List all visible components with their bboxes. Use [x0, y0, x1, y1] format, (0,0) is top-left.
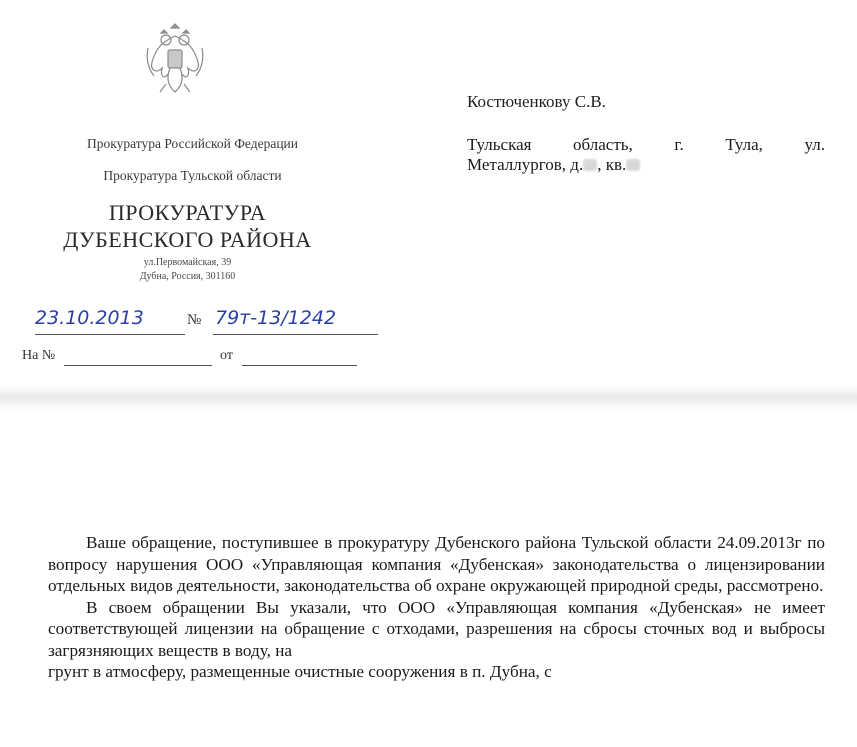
reply-from-label: от: [220, 348, 233, 363]
reply-number-line: [64, 365, 212, 366]
number-sign: №: [187, 312, 202, 328]
recipient-address-line-1: Тульская область, г. Тула, ул.: [467, 135, 825, 154]
registration-number: 79т-13/1242: [215, 307, 337, 329]
body-paragraph-2-cut-line: грунт в атмосферу, размещенные очистные сооружения в п. Дубна, с: [48, 662, 552, 681]
reply-label: На №: [22, 348, 56, 363]
recipient-apt-label: , кв.: [597, 155, 627, 174]
registration-row: [35, 307, 375, 337]
body-paragraph-1: Ваше обращение, поступившее в прокуратуру Дубенского района Тульской области 24.09.2013г по вопросу нарушения ООО «Управляющая компания «Дубенская» законодательства о лицензировании отдельных видов деятельности, законодательства об охране окружающей природной среды, рассмотрено.: [48, 533, 825, 595]
reply-row: [22, 348, 362, 370]
letter-body: [48, 532, 825, 683]
scan-fold-shadow: [0, 385, 857, 413]
sender-address-2: Дубна, Россия, 301160: [139, 271, 236, 282]
body-paragraph-2: В своем обращении Вы указали, что ООО «Управляющая компания «Дубенская» не имеет соответствующей лицензии на обращение с отходами, разрешения на сбросы сточных вод и выбросы загрязняющих веществ в воду, на: [48, 597, 825, 660]
number-underline: [213, 334, 378, 335]
redacted-apartment: [626, 159, 640, 171]
redacted-house: [583, 159, 597, 171]
date-underline: [35, 334, 185, 335]
recipient-address-line-2: [467, 155, 640, 175]
sender-line-1: Прокуратура Российской Федерации: [86, 136, 298, 151]
recipient-street: Металлургов, д.: [467, 155, 584, 174]
registration-date: 23.10.2013: [35, 307, 144, 329]
recipient-name: Костюченкову С.В.: [467, 92, 606, 111]
coat-of-arms-icon: [142, 18, 208, 98]
reply-date-line: [242, 365, 357, 366]
sender-title-1: ПРОКУРАТУРА: [108, 200, 267, 225]
sender-title-2: ДУБЕНСКОГО РАЙОНА: [63, 227, 312, 252]
sender-line-2: Прокуратура Тульской области: [103, 168, 282, 183]
sender-address-1: ул.Первомайская, 39: [143, 257, 232, 268]
